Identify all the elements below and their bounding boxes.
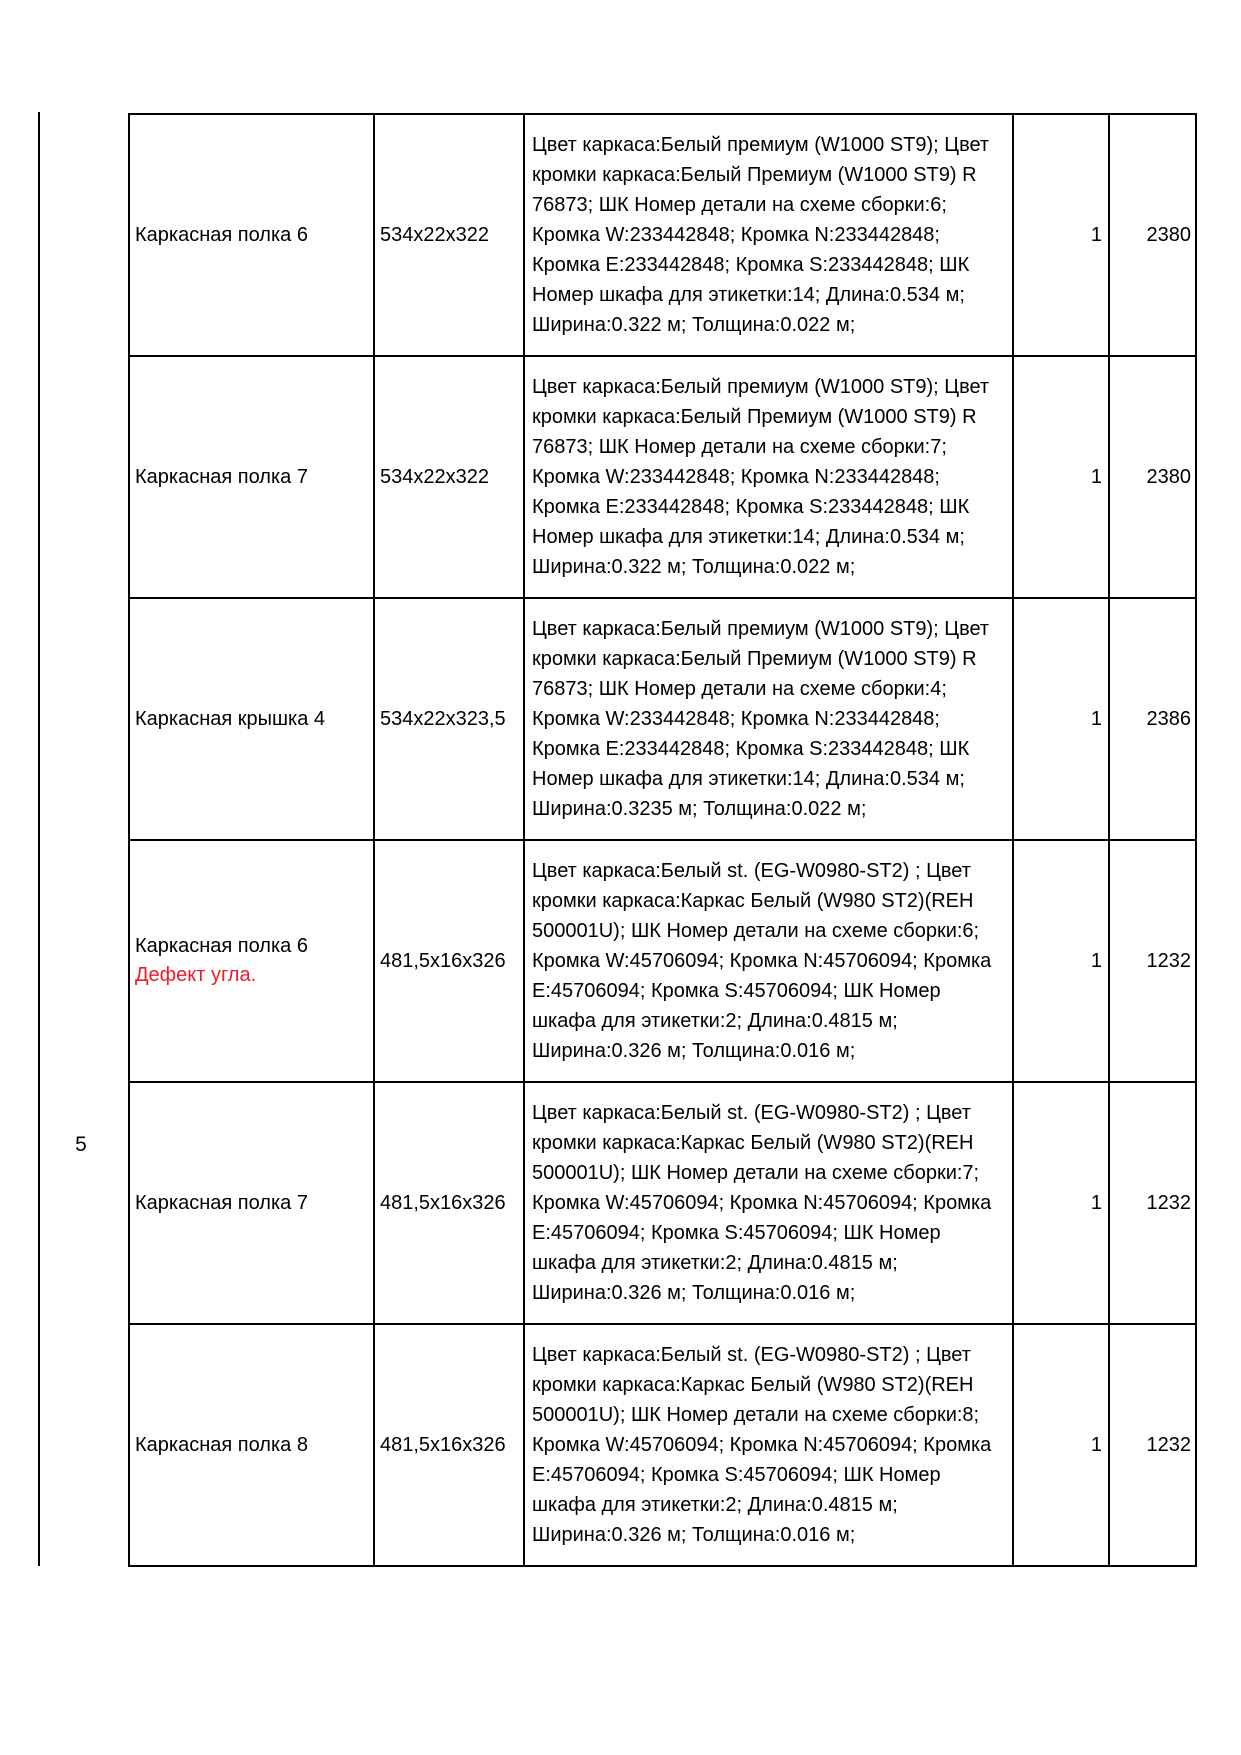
part-name: Каркасная крышка 4 bbox=[135, 707, 326, 730]
part-description-cell: Цвет каркаса:Белый премиум (W1000 ST9); Цвет кромки каркаса:Белый Премиум (W1000 ST9) R 76873; ШК Номер детали на схеме сборки:7; Кромка W:233442848; Кромка N:233442848; Кромка E:233442848; Кромка S:233442848; ШК Номер шкафа для этикетки:14; Длина:0.534 м; Ширина:0.322 м; Толщина:0.022 м; bbox=[524, 356, 1013, 598]
defect-note: Дефект угла. bbox=[135, 964, 257, 986]
part-quantity-cell: 1 bbox=[1013, 356, 1109, 598]
part-description-cell: Цвет каркаса:Белый st. (EG-W0980-ST2) ; Цвет кромки каркаса:Каркас Белый (W980 ST2)(REH 500001U); ШК Номер детали на схеме сборки:6; Кромка W:45706094; Кромка N:45706094; Кромка E:45706094; Кромка S:45706094; ШК Номер шкафа для этикетки:2; Длина:0.4815 м; Ширина:0.326 м; Толщина:0.016 м; bbox=[524, 840, 1013, 1082]
part-price-cell: 1232 bbox=[1109, 1082, 1196, 1324]
part-name-cell bbox=[129, 840, 374, 1082]
part-name: Каркасная полка 6 bbox=[135, 223, 308, 246]
part-name: Каркасная полка 8 bbox=[135, 1433, 308, 1456]
part-dimensions-cell: 481,5x16x326 bbox=[374, 840, 524, 1082]
part-quantity-cell: 1 bbox=[1013, 840, 1109, 1082]
row-group-number: 5 bbox=[75, 1133, 87, 1156]
part-dimensions-cell: 534x22x322 bbox=[374, 114, 524, 356]
table-row bbox=[129, 1082, 1196, 1324]
part-dimensions-cell: 534x22x323,5 bbox=[374, 598, 524, 840]
table-row bbox=[129, 1324, 1196, 1566]
part-quantity-cell: 1 bbox=[1013, 1324, 1109, 1566]
table-row bbox=[129, 356, 1196, 598]
revision-change-bar bbox=[38, 112, 40, 1566]
part-dimensions-cell: 534x22x322 bbox=[374, 356, 524, 598]
part-name-cell bbox=[129, 598, 374, 840]
part-price-cell: 2380 bbox=[1109, 356, 1196, 598]
parts-table bbox=[128, 113, 1197, 1567]
part-quantity-cell: 1 bbox=[1013, 598, 1109, 840]
part-price-cell: 2386 bbox=[1109, 598, 1196, 840]
part-name: Каркасная полка 7 bbox=[135, 1191, 308, 1214]
table-row bbox=[129, 598, 1196, 840]
part-name-cell bbox=[129, 114, 374, 356]
part-description-cell: Цвет каркаса:Белый st. (EG-W0980-ST2) ; Цвет кромки каркаса:Каркас Белый (W980 ST2)(REH 500001U); ШК Номер детали на схеме сборки:8; Кромка W:45706094; Кромка N:45706094; Кромка E:45706094; Кромка S:45706094; ШК Номер шкафа для этикетки:2; Длина:0.4815 м; Ширина:0.326 м; Толщина:0.016 м; bbox=[524, 1324, 1013, 1566]
part-dimensions-cell: 481,5x16x326 bbox=[374, 1324, 524, 1566]
table-row bbox=[129, 114, 1196, 356]
part-name-cell bbox=[129, 356, 374, 598]
part-dimensions-cell: 481,5x16x326 bbox=[374, 1082, 524, 1324]
part-price-cell: 1232 bbox=[1109, 840, 1196, 1082]
part-description-cell: Цвет каркаса:Белый премиум (W1000 ST9); Цвет кромки каркаса:Белый Премиум (W1000 ST9) R 76873; ШК Номер детали на схеме сборки:4; Кромка W:233442848; Кромка N:233442848; Кромка E:233442848; Кромка S:233442848; ШК Номер шкафа для этикетки:14; Длина:0.534 м; Ширина:0.3235 м; Толщина:0.022 м; bbox=[524, 598, 1013, 840]
part-price-cell: 1232 bbox=[1109, 1324, 1196, 1566]
part-quantity-cell: 1 bbox=[1013, 114, 1109, 356]
part-description-cell: Цвет каркаса:Белый st. (EG-W0980-ST2) ; Цвет кромки каркаса:Каркас Белый (W980 ST2)(REH 500001U); ШК Номер детали на схеме сборки:7; Кромка W:45706094; Кромка N:45706094; Кромка E:45706094; Кромка S:45706094; ШК Номер шкафа для этикетки:2; Длина:0.4815 м; Ширина:0.326 м; Толщина:0.016 м; bbox=[524, 1082, 1013, 1324]
part-name-cell bbox=[129, 1324, 374, 1566]
part-description-cell: Цвет каркаса:Белый премиум (W1000 ST9); Цвет кромки каркаса:Белый Премиум (W1000 ST9) R 76873; ШК Номер детали на схеме сборки:6; Кромка W:233442848; Кромка N:233442848; Кромка E:233442848; Кромка S:233442848; ШК Номер шкафа для этикетки:14; Длина:0.534 м; Ширина:0.322 м; Толщина:0.022 м; bbox=[524, 114, 1013, 356]
part-name: Каркасная полка 6 bbox=[135, 935, 308, 957]
part-name: Каркасная полка 7 bbox=[135, 465, 308, 488]
table-row bbox=[129, 840, 1196, 1082]
part-name-cell bbox=[129, 1082, 374, 1324]
part-price-cell: 2380 bbox=[1109, 114, 1196, 356]
part-quantity-cell: 1 bbox=[1013, 1082, 1109, 1324]
